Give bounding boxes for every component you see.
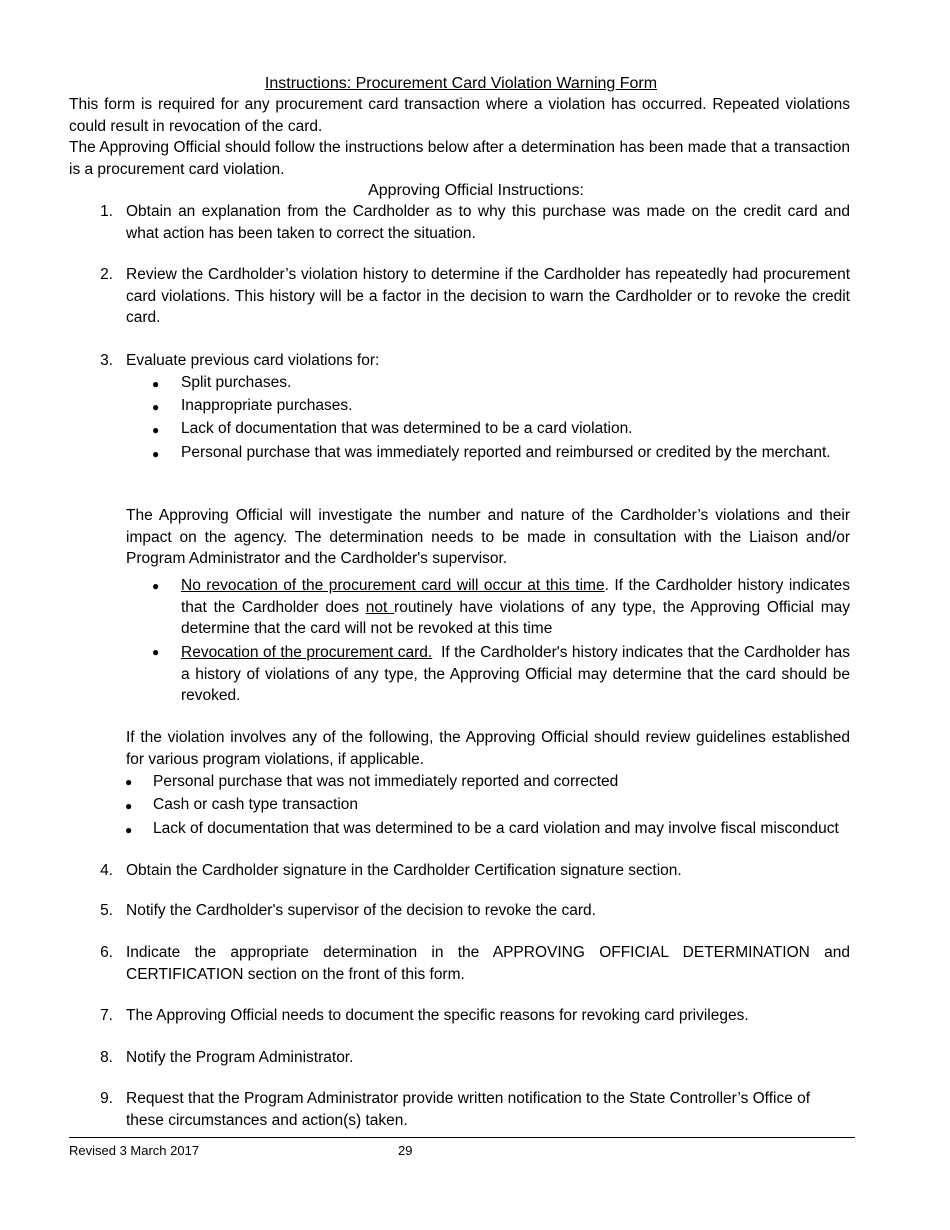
step-number: 6. — [100, 944, 113, 961]
step-number: 4. — [100, 862, 113, 879]
violation-type-item: Personal purchase that was immediately reported and reimbursed or credited by the merchant. — [181, 444, 831, 461]
page-title: Instructions: Procurement Card Violation Warning Form — [264, 75, 658, 92]
step-text: Obtain an explanation from the Cardholder as to why this purchase was made on the credit card and what action has been taken to correct the situation. — [126, 203, 850, 242]
violation-type-item: Lack of documentation that was determined to be a card violation. — [181, 420, 633, 437]
guidelines-paragraph: If the violation involves any of the following, the Approving Official should review guidelines established for various program violations, if applicable. — [126, 729, 850, 768]
bullet-icon: ● — [152, 645, 160, 659]
no-revocation-text: . If the Cardholder history indicates that the Cardholder does — [181, 577, 850, 616]
step-text: Notify the Program Administrator. — [126, 1049, 354, 1066]
investigate-paragraph: The Approving Official will investigate the number and nature of the Cardholder’s violations and their impact on the agency. The determination needs to be made in consultation with the Liaison and/or Program Administrator and the Cardholder's supervisor. — [126, 507, 850, 567]
guideline-item: Cash or cash type transaction — [153, 796, 359, 813]
step-text: Indicate the appropriate determination in the APPROVING OFFICIAL DETERMINATION and CERTIFICATION section on the front of this form. — [126, 944, 850, 983]
bullet-icon: ● — [152, 447, 160, 461]
bullet-icon: ● — [125, 775, 133, 789]
revocation-heading: Revocation of the procurement card. — [181, 644, 433, 661]
no-revocation-text-2: routinely have violations of any type, the Approving Official may determine that the card will not be revoked at this time — [181, 598, 851, 637]
guideline-item: Personal purchase that was not immediately reported and corrected — [153, 773, 619, 790]
bullet-icon: ● — [152, 377, 160, 391]
step-number: 1. — [100, 203, 113, 220]
violation-type-item: Split purchases. — [181, 374, 292, 391]
intro-paragraph-2: The Approving Official should follow the instructions below after a determination has been made that a transaction is a procurement card violation. — [69, 139, 850, 178]
step-number: 8. — [100, 1049, 113, 1066]
step-text: Notify the Cardholder's supervisor of the decision to revoke the card. — [126, 902, 596, 919]
footer-divider — [69, 1137, 855, 1138]
bullet-icon: ● — [125, 799, 133, 813]
revocation-decision — [181, 642, 855, 707]
step-number: 3. — [100, 352, 113, 369]
step-number: 9. — [100, 1090, 113, 1107]
emphasis-not: not — [365, 598, 395, 616]
step-number: 5. — [100, 902, 113, 919]
intro-paragraph-1: This form is required for any procurement card transaction where a violation has occurred. Repeated violations could result in revocation of the card. — [69, 96, 850, 135]
bullet-icon: ● — [152, 400, 160, 414]
no-revocation-decision — [181, 575, 850, 640]
no-revocation-heading: No revocation of the procurement card will occur at this time — [181, 577, 605, 594]
violation-type-item: Inappropriate purchases. — [181, 397, 353, 414]
bullet-icon: ● — [152, 579, 160, 593]
step-text: The Approving Official needs to document the specific reasons for revoking card privileges. — [126, 1007, 749, 1024]
step-number: 2. — [100, 266, 113, 283]
bullet-icon: ● — [125, 823, 133, 837]
step-text: Request that the Program Administrator provide written notification to the State Controller’s Office of these circumstances and action(s) taken. — [126, 1090, 811, 1129]
step-text: Review the Cardholder’s violation history to determine if the Cardholder has repeatedly had procurement card violations. This history will be a factor in the decision to warn the Cardholder or to revoke the credit card. — [126, 266, 850, 326]
step-number: 7. — [100, 1007, 113, 1024]
footer-revised-date: Revised 3 March 2017 — [69, 1143, 200, 1158]
bullet-icon: ● — [152, 423, 160, 437]
section-heading: Approving Official Instructions: — [368, 182, 584, 199]
guideline-item: Lack of documentation that was determined to be a card violation and may involve fiscal misconduct — [153, 820, 839, 837]
step-text: Evaluate previous card violations for: — [126, 352, 380, 369]
step-text: Obtain the Cardholder signature in the Cardholder Certification signature section. — [126, 862, 682, 879]
revocation-text: If the Cardholder's history indicates that the Cardholder has a history of violations of any type, the Approving Official may determine that the card should be revoked. — [181, 644, 855, 704]
footer-page-number: 29 — [398, 1143, 413, 1158]
